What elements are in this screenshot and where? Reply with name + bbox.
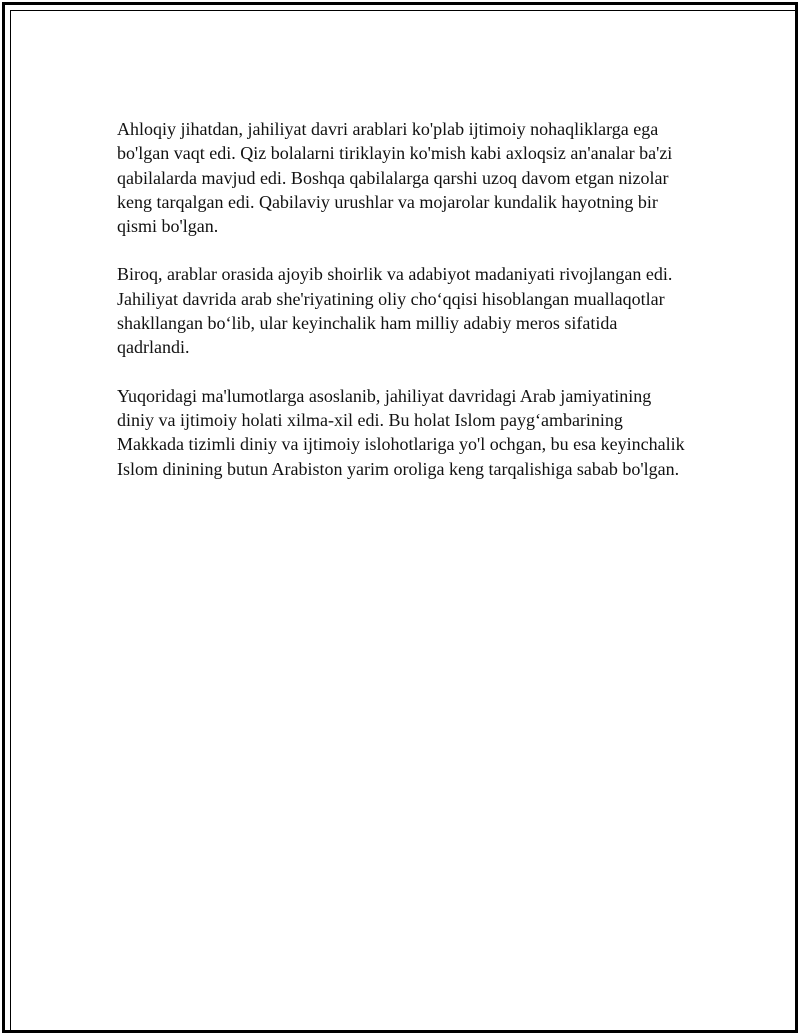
paragraph-poetry: Biroq, arablar orasida ajoyib shoirlik va adabiyot madaniyati rivojlangan edi. Jahiliyat davrida arab she'riyatining oliy cho‘qqisi hisoblangan muallaqotlar shakllangan bo‘lib, ular keyinchalik ham milliy adabiy meros sifatida qadrlandi. — [117, 264, 673, 358]
paragraph-ethics: Ahloqiy jihatdan, jahiliyat davri arablari ko'plab ijtimoiy nohaqliklarga ega bo'lgan vaqt edi. Qiz bolalarni tiriklayin ko'mish kabi axloqsiz an'analar ba'zi qabilalarda mavjud edi. Boshqa qabilalarga qarshi uzoq davom etgan nizolar keng tarqalgan edi. Qabilaviy urushlar va mojarolar kundalik hayotning bir qismi bo'lgan. — [117, 119, 673, 237]
document-body — [117, 117, 689, 505]
paragraph-conclusion: Yuqoridagi ma'lumotlarga asoslanib, jahiliyat davridagi Arab jamiyatining diniy va ijtimoiy holati xilma-xil edi. Bu holat Islom payg‘ambarining Makkada tizimli diniy va ijtimoiy islohotlariga yo'l ochgan, bu esa keyinchalik Islom dinining butun Arabiston yarim oroliga keng tarqalishiga sabab bo'lgan. — [117, 385, 685, 479]
